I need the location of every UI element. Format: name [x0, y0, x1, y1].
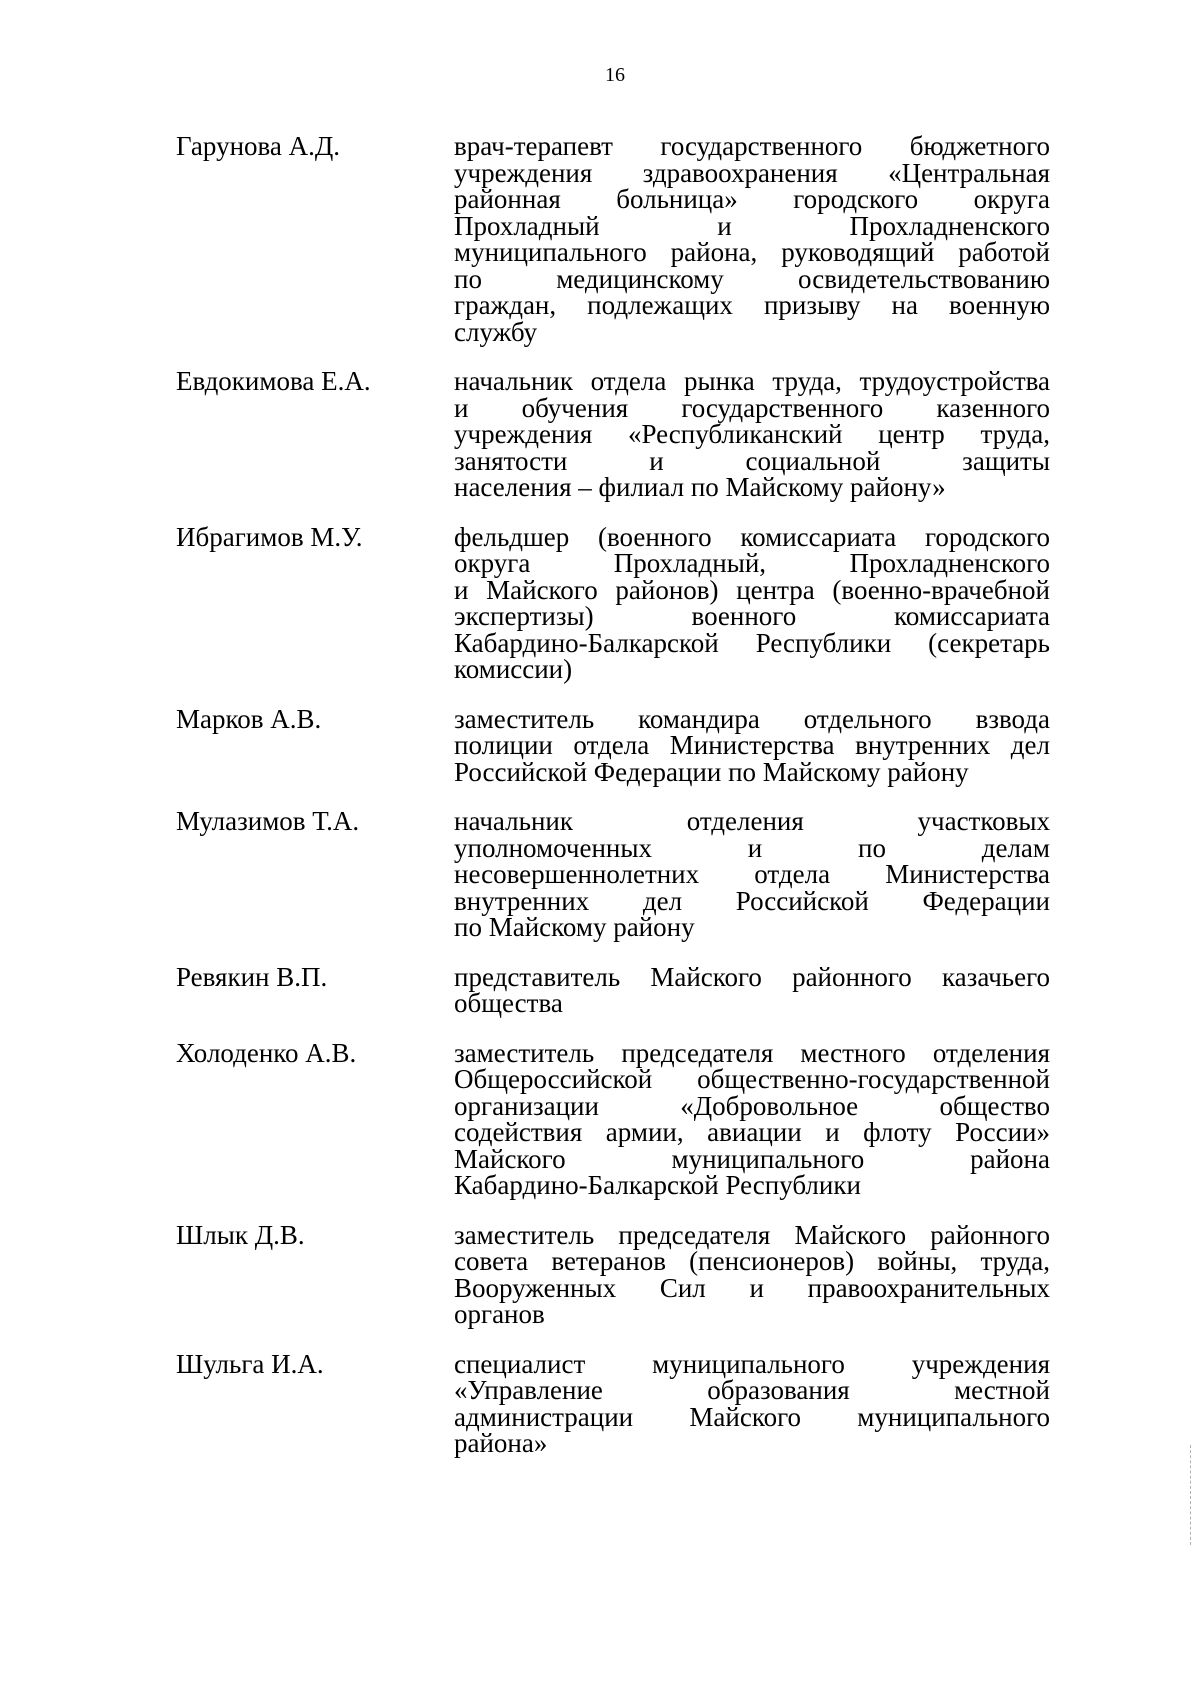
- position-line: «Управление образования местной: [454, 1375, 1050, 1405]
- position-line: учреждения здравоохранения «Центральная: [454, 157, 1050, 188]
- member-position: [454, 1219, 1050, 1329]
- position-line: общества: [454, 988, 563, 1018]
- position-line: учреждения «Республиканский центр труда,: [454, 419, 1050, 449]
- position-line: Кабардино-Балкарской Республики: [454, 1170, 861, 1200]
- member-position: [454, 961, 1050, 1018]
- position-line: полиции отдела Министерства внутренних дел: [454, 730, 1050, 760]
- member-name: Гарунова А.Д.: [176, 131, 341, 161]
- position-line: районная больница» городского округа: [454, 184, 1050, 214]
- position-line: администрации Майского муниципального: [454, 1401, 1050, 1432]
- member-position: [454, 133, 1050, 345]
- position-line: совета ветеранов (пенсионеров) войны, труда,: [454, 1246, 1050, 1276]
- position-line: специалист муниципального учреждения: [454, 1348, 1050, 1379]
- position-line: населения – филиал по Майскому району»: [454, 472, 946, 502]
- position-line: несовершеннолетних отдела Министерства: [454, 859, 1050, 889]
- position-line: начальник отдела рынка труда, трудоустройства: [454, 366, 1050, 396]
- member-position: [454, 1037, 1050, 1200]
- position-line: Прохладный и Прохладненского: [454, 210, 1050, 241]
- position-line: Кабардино-Балкарской Республики (секретарь: [454, 627, 1050, 658]
- member-name: Мулазимов Т.А.: [176, 806, 360, 836]
- position-line: службу: [454, 316, 538, 347]
- position-line: представитель Майского районного казачьего: [454, 961, 1050, 992]
- position-line: начальник отделения участковых: [454, 806, 1050, 836]
- member-name: Шульга И.А.: [176, 1348, 324, 1379]
- member-entry: [176, 368, 1050, 501]
- commission-member-list: [176, 133, 1050, 1457]
- position-line: муниципального района, руководящий работой: [454, 237, 1050, 267]
- position-line: организации «Добровольное общество: [454, 1090, 1050, 1121]
- member-position: [454, 368, 1050, 501]
- position-line: комиссии): [454, 654, 573, 684]
- member-name: Холоденко А.В.: [176, 1037, 357, 1068]
- member-entry: [176, 1219, 1050, 1329]
- position-line: органов: [454, 1299, 545, 1329]
- position-line: экспертизы) военного комиссариата: [454, 601, 1050, 631]
- member-entry: [176, 808, 1050, 941]
- position-line: Вооруженных Сил и правоохранительных: [454, 1272, 1050, 1303]
- member-entry: [176, 521, 1050, 684]
- member-name: Евдокимова Е.А.: [176, 366, 371, 396]
- member-entry: [176, 133, 1050, 345]
- position-line: заместитель председателя Майского районного: [454, 1219, 1050, 1250]
- member-name: Марков А.В.: [176, 703, 322, 734]
- member-entry: [176, 1037, 1050, 1200]
- position-line: содействия армии, авиации и флоту России»: [454, 1117, 1050, 1147]
- member-position: [454, 521, 1050, 684]
- position-line: и обучения государственного казенного: [454, 392, 1050, 423]
- position-line: уполномоченных и по делам: [454, 832, 1050, 863]
- member-name: Ревякин В.П.: [176, 961, 328, 992]
- position-line: фельдшер (военного комиссариата городского: [454, 521, 1050, 552]
- position-line: по Майскому району: [454, 912, 695, 942]
- member-position: [454, 703, 1050, 787]
- position-line: и Майского районов) центра (военно-врачебной: [454, 574, 1050, 605]
- position-line: занятости и социальной защиты: [454, 445, 1050, 476]
- position-line: граждан, подлежащих призыву на военную: [454, 290, 1050, 320]
- position-line: заместитель председателя местного отделения: [454, 1037, 1050, 1068]
- position-line: заместитель командира отдельного взвода: [454, 703, 1050, 734]
- member-position: [454, 1348, 1050, 1458]
- member-entry: [176, 1348, 1050, 1458]
- member-name: Шлык Д.В.: [176, 1219, 305, 1250]
- position-line: района»: [454, 1428, 548, 1458]
- scan-edge-mark: [1190, 1445, 1192, 1545]
- position-line: округа Прохладный, Прохладненского: [454, 548, 1050, 578]
- position-line: Общероссийской общественно-государственной: [454, 1064, 1050, 1094]
- member-entry: [176, 703, 1050, 787]
- member-entry: [176, 961, 1050, 1018]
- member-name: Ибрагимов М.У.: [176, 521, 363, 552]
- page-number: 16: [605, 64, 625, 86]
- position-line: врач-терапевт государственного бюджетного: [454, 131, 1050, 161]
- position-line: внутренних дел Российской Федерации: [454, 885, 1050, 916]
- position-line: по медицинскому освидетельствованию: [454, 263, 1050, 294]
- position-line: Майского муниципального района: [454, 1143, 1050, 1174]
- member-position: [454, 808, 1050, 941]
- position-line: Российской Федерации по Майскому району: [454, 756, 969, 787]
